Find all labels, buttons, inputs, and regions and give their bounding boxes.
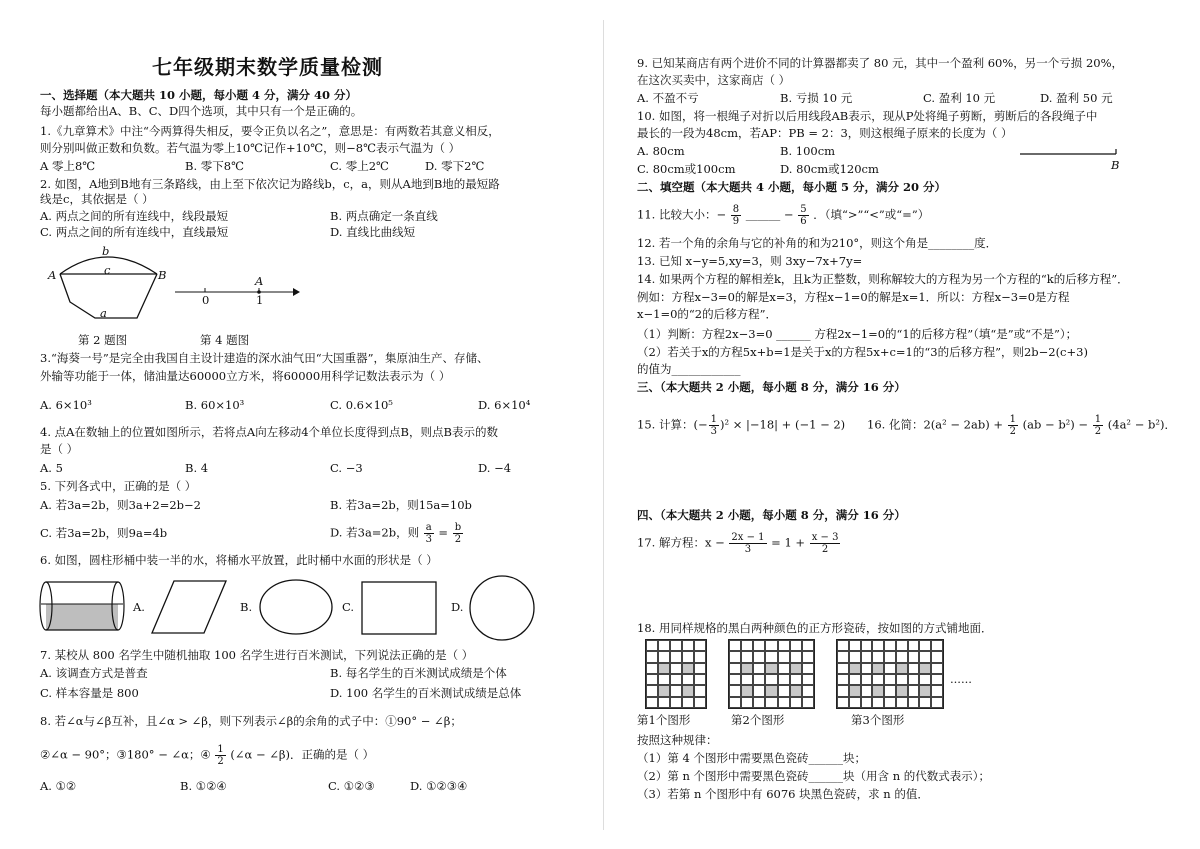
q18-part-2: （2）第 n 个图形中需要黑色瓷砖______块（用含 n 的代数式表示）； <box>637 769 990 783</box>
q9-option-a: A. 不盈不亏 <box>637 91 699 105</box>
tile <box>753 640 765 651</box>
tile <box>670 663 682 674</box>
q18-figure-1-caption: 第1个图形 <box>637 713 691 727</box>
q16 <box>867 414 1176 437</box>
tile <box>896 663 908 674</box>
q4-option-d: D. −4 <box>478 461 512 475</box>
q7-stem: 7. 某校从 800 名学生中随机抽取 100 名学生进行百米测试，下列说法正确的是（ ） <box>40 648 474 662</box>
tile <box>919 674 931 685</box>
tile <box>753 685 765 696</box>
q10-option-c: C. 80cm或100cm <box>637 162 736 176</box>
q9-option-b: B. 亏损 10 元 <box>780 91 853 105</box>
tile <box>765 685 777 696</box>
tile <box>741 640 753 651</box>
q2-option-d: D. 直线比曲线短 <box>330 225 416 239</box>
tile <box>872 640 884 651</box>
section-1-heading: 一、选择题（本大题共 10 小题，每小题 4 分，满分 40 分） <box>40 88 358 102</box>
tile <box>753 697 765 708</box>
q8-options-prefix: ②∠α − 90°；③180° − ∠α；④ <box>40 747 211 762</box>
tile <box>896 697 908 708</box>
tile <box>861 651 873 662</box>
tile <box>778 663 790 674</box>
tile <box>646 697 658 708</box>
q15-frac-den: 3 <box>710 426 717 437</box>
tile <box>682 651 694 662</box>
tile <box>765 651 777 662</box>
tile <box>837 651 849 662</box>
tile <box>670 697 682 708</box>
q16-fraction-2 <box>1093 414 1103 437</box>
tile <box>765 697 777 708</box>
q9-stem: 9. 已知某商店有两个进价不同的计算器都卖了 80 元，其中一个盈利 60%，另一个亏损 20%， <box>637 56 1123 70</box>
tile <box>908 674 920 685</box>
q2-option-a: A. 两点之间的所有连线中，线段最短 <box>40 209 229 223</box>
tile <box>872 685 884 696</box>
q10-option-d: D. 80cm或120cm <box>780 162 879 176</box>
tile <box>919 651 931 662</box>
tile <box>872 663 884 674</box>
tile <box>908 685 920 696</box>
tile <box>919 640 931 651</box>
q1-option-a: A 零上8℃ <box>40 159 96 173</box>
tile <box>896 651 908 662</box>
q11-prefix: 11. 比较大小：− <box>637 207 727 222</box>
q17-frac-den-2: 2 <box>821 544 829 555</box>
q14-example-2: x−1=0的“2的后移方程”． <box>637 307 777 321</box>
tile <box>861 674 873 685</box>
q16-fraction-1 <box>1008 414 1018 437</box>
q15: 15. 计算：(− $\frac{1}{3}$ )² × |−18| + (−1 − 2) <box>637 414 846 437</box>
tile <box>802 674 814 685</box>
q17-frac-num-1: 2x − 1 <box>731 532 765 543</box>
tile <box>884 640 896 651</box>
q17 <box>637 532 841 555</box>
tile <box>778 697 790 708</box>
q2-option-c: C. 两点之间的所有连线中，直线最短 <box>40 225 229 239</box>
q2-label-b: b <box>102 244 110 258</box>
q11 <box>637 204 929 227</box>
q4-stem: 4. 点A在数轴上的位置如图所示，若将点A向左移动4个单位长度得到点B，则点B表示的数 <box>40 425 498 439</box>
q5-fraction-b2 <box>453 522 463 545</box>
q15-frac-num: 1 <box>710 414 717 425</box>
q5-frac-den-1: 3 <box>425 534 432 545</box>
q1-option-c: C. 零上2℃ <box>330 159 389 173</box>
q2-label-a: a <box>100 306 107 320</box>
tile <box>658 651 670 662</box>
tile <box>646 674 658 685</box>
q6-option-d: D. <box>451 600 464 614</box>
q8-stem: 8. 若∠α与∠β互补，且∠α > ∠β，则下列表示∠β的余角的式子中：①90° − ∠β； <box>40 714 462 728</box>
q3-stem: 3.“海葵一号”是完全由我国自主设计建造的深水油气田“大国重器”，集原油生产、存储、 <box>40 351 489 365</box>
tile <box>765 674 777 685</box>
tile <box>741 651 753 662</box>
tile <box>682 663 694 674</box>
tile <box>884 697 896 708</box>
tile <box>849 674 861 685</box>
q17-frac-den-1: 3 <box>744 544 752 555</box>
q4-figure-caption: 第 4 题图 <box>200 333 250 347</box>
tile <box>931 674 943 685</box>
tile <box>694 697 706 708</box>
q6-option-c: C. <box>342 600 355 614</box>
q7-option-c: C. 样本容量是 800 <box>40 686 139 700</box>
q6-option-a: A. <box>133 600 145 614</box>
q11-frac-den-1: 9 <box>732 216 740 227</box>
tile <box>646 685 658 696</box>
q5-frac-num-2: b <box>454 522 462 533</box>
tile <box>765 663 777 674</box>
tile <box>861 663 873 674</box>
tile <box>729 663 741 674</box>
tile <box>753 674 765 685</box>
tile <box>778 640 790 651</box>
tile <box>790 674 802 685</box>
tile <box>849 651 861 662</box>
q17-prefix: 17. 解方程：x − <box>637 535 729 550</box>
q3-option-a: A. 6×10³ <box>40 398 92 412</box>
q16-prefix: 16. 化简：2(a² − 2ab) + <box>867 417 1007 432</box>
tile <box>908 697 920 708</box>
tile <box>837 663 849 674</box>
q8-option-b: B. ①②④ <box>180 779 227 793</box>
q18-figure-2-caption: 第2个图形 <box>731 713 785 727</box>
q11-fraction-2 <box>798 204 808 227</box>
q17-frac-num-2: x − 3 <box>811 532 839 543</box>
q18-stem: 18. 用同样规格的黑白两种颜色的正方形瓷砖，按如图的方式铺地面． <box>637 621 993 635</box>
tile <box>837 685 849 696</box>
tile <box>670 685 682 696</box>
q8-option-d: D. ①②③④ <box>410 779 468 793</box>
q10-option-b: B. 100cm <box>780 144 836 158</box>
q6-ellipse <box>258 578 334 636</box>
q5-option-b: B. 若3a=2b，则15a=10b <box>330 498 472 512</box>
tile <box>729 697 741 708</box>
q10-stem-2: 最长的一段为48cm，若AP：PB = 2：3，则这根绳子原来的长度为（ ） <box>637 126 1013 140</box>
q7-option-d: D. 100 名学生的百米测试成绩是总体 <box>330 686 522 700</box>
q16-middle: (ab − b²) − <box>1022 417 1092 432</box>
q16-suffix: (4a² − b²)． <box>1107 417 1176 432</box>
q2-point-a: A <box>48 268 57 282</box>
tile <box>670 674 682 685</box>
q6-circle <box>468 574 536 642</box>
tile <box>741 663 753 674</box>
tile <box>837 697 849 708</box>
tile <box>908 640 920 651</box>
tile <box>872 674 884 685</box>
tile <box>908 663 920 674</box>
tile <box>931 697 943 708</box>
tile <box>861 685 873 696</box>
q11-frac-num-2: 5 <box>800 204 807 215</box>
q11-frac-num-1: 8 <box>732 204 740 215</box>
tile <box>861 640 873 651</box>
tile <box>908 651 920 662</box>
q18-rule-intro: 按照这种规律： <box>637 733 718 747</box>
q1-stem-2: 则分别叫做正数和负数。若气温为零上10℃记作+10℃，则−8℃表示气温为（ ） <box>40 141 461 155</box>
q5-option-d: D. 若3a=2b，则 $\frac{a}{3}$ = $\frac{b}{2}$ <box>330 522 462 545</box>
tile <box>741 674 753 685</box>
q2-option-b: B. 两点确定一条直线 <box>330 209 438 223</box>
tile <box>682 674 694 685</box>
tile <box>670 640 682 651</box>
q7-option-b: B. 每名学生的百米测试成绩是个体 <box>330 666 507 680</box>
section-1-note: 每小题都给出A、B、C、D四个选项，其中只有一个是正确的。 <box>40 104 363 118</box>
tile <box>694 674 706 685</box>
q11-fraction-1 <box>731 204 741 227</box>
tile <box>884 663 896 674</box>
tile <box>694 663 706 674</box>
q3-option-d: D. 6×10⁴ <box>478 398 531 412</box>
tile <box>694 651 706 662</box>
q6-cylinder-figure <box>38 574 128 636</box>
tile <box>646 663 658 674</box>
tile <box>849 697 861 708</box>
q14-example: 例如：方程x−3=0的解是x=3，方程x−1=0的解是x=1．所以：方程x−3=0是方程 <box>637 290 1070 304</box>
tile <box>646 640 658 651</box>
q9-stem-2: 在这次买卖中，这家商店（ ） <box>637 73 791 87</box>
q16-frac-den-1: 2 <box>1009 426 1017 437</box>
tile <box>658 685 670 696</box>
tile <box>646 651 658 662</box>
tile <box>741 685 753 696</box>
tile <box>741 697 753 708</box>
q4-stem-2: 是（ ） <box>40 442 79 456</box>
tile <box>872 651 884 662</box>
tile <box>931 663 943 674</box>
tile <box>919 697 931 708</box>
q18-figure-2-tiles <box>728 639 815 709</box>
tile <box>682 685 694 696</box>
q13: 13. 已知 x−y=5,xy=3，则 3xy−7x+7y= <box>637 254 863 268</box>
tile <box>919 685 931 696</box>
q5-option-c: C. 若3a=2b，则9a=4b <box>40 526 168 540</box>
q2-figure-caption: 第 2 题图 <box>78 333 128 347</box>
q5-option-d-prefix: D. 若3a=2b，则 <box>330 525 420 540</box>
q10-point-b: B <box>1111 158 1120 172</box>
q2-label-c: c <box>104 263 111 277</box>
tile <box>802 685 814 696</box>
q16-frac-num-1: 1 <box>1009 414 1017 425</box>
tile <box>931 651 943 662</box>
q7-option-a: A. 该调查方式是普查 <box>40 666 148 680</box>
q5-frac-den-2: 2 <box>454 534 462 545</box>
q2-routes-figure <box>45 242 175 327</box>
q2-stem: 2. 如图，A地到B地有三条路线，由上至下依次记为路线b，c，a，则从A地到B地的最短路 <box>40 177 500 191</box>
q17-fraction-1 <box>729 532 766 555</box>
tile <box>790 663 802 674</box>
q4-number-line <box>175 278 300 308</box>
tile <box>896 674 908 685</box>
q2-stem-2: 线是c，其依据是（ ） <box>40 192 154 206</box>
q1-stem: 1.《九章算术》中注“今两算得失相反，要令正负以名之”，意思是：有两数若其意义相反， <box>40 124 500 138</box>
tile <box>729 651 741 662</box>
right-column <box>605 0 1200 849</box>
q8-options-suffix: (∠α − ∠β)．正确的是（ ） <box>230 747 375 762</box>
q10-segment-figure <box>1020 146 1120 162</box>
q18-figure-3-caption: 第3个图形 <box>851 713 905 727</box>
q18-part-1: （1）第 4 个图形中需要黑色瓷砖______块； <box>637 751 866 765</box>
tile <box>802 640 814 651</box>
tile <box>884 674 896 685</box>
tile <box>931 640 943 651</box>
q4-point-a: A <box>255 274 264 288</box>
q8-option-c: C. ①②③ <box>328 779 375 793</box>
tile <box>694 640 706 651</box>
q6-rectangle <box>360 580 440 636</box>
q14-part-2-answer: 的值为____________ <box>637 362 741 376</box>
tile <box>837 674 849 685</box>
q1-option-d: D. 零下2℃ <box>425 159 485 173</box>
tile <box>837 640 849 651</box>
tile <box>753 663 765 674</box>
q8-stem-2 <box>40 744 374 767</box>
q3-option-c: C. 0.6×10⁵ <box>330 398 393 412</box>
q18-figure-1-tiles <box>645 639 707 709</box>
q14-part-1: （1）判断：方程2x−3=0 ______ 方程2x−1=0的“1的后移方程”（填“是”或“不是”）； <box>637 327 1078 341</box>
section-4-heading: 四、（本大题共 2 小题，每小题 8 分，满分 16 分） <box>637 508 906 522</box>
q4-option-b: B. 4 <box>185 461 209 475</box>
q16-frac-num-2: 1 <box>1094 414 1102 425</box>
tile <box>790 640 802 651</box>
tile <box>849 685 861 696</box>
tile <box>790 651 802 662</box>
q11-suffix: ．（填“>”“<”或“=”） <box>813 207 930 222</box>
tile <box>931 685 943 696</box>
q4-tick-1: 1 <box>256 293 264 307</box>
section-2-heading: 二、填空题（本大题共 4 小题，每小题 5 分，满分 20 分） <box>637 180 947 194</box>
tile <box>861 697 873 708</box>
tile <box>896 640 908 651</box>
tile <box>790 685 802 696</box>
q3-stem-2: 外输等功能于一体，储油量达60000立方米，将60000用科学记数法表示为（ ） <box>40 369 451 383</box>
tile <box>802 663 814 674</box>
q1-option-b: B. 零下8℃ <box>185 159 244 173</box>
q8-option-a: A. ①② <box>40 779 77 793</box>
q2-point-b: B <box>158 268 167 282</box>
q17-fraction-2 <box>810 532 841 555</box>
q17-middle: = 1 + <box>771 535 809 550</box>
tile <box>849 640 861 651</box>
q16-frac-den-2: 2 <box>1094 426 1102 437</box>
q5-stem: 5. 下列各式中，正确的是（ ） <box>40 479 197 493</box>
tile <box>729 674 741 685</box>
q8-fraction-half <box>215 744 225 767</box>
q8-frac-den: 2 <box>217 756 224 767</box>
tile <box>778 674 790 685</box>
q8-frac-num: 1 <box>217 744 224 755</box>
tile <box>778 685 790 696</box>
q5-option-a: A. 若3a=2b，则3a+2=2b−2 <box>40 498 201 512</box>
q10-stem: 10. 如图，将一根绳子对折以后用线段AB表示，现从P处将绳子剪断，剪断后的各段绳子中 <box>637 109 1098 123</box>
q18-ellipsis: ...... <box>950 672 972 686</box>
q14-stem: 14. 如果两个方程的解相差k，且k为正整数，则称解较大的方程为另一个方程的“k的后移方程”． <box>637 272 1129 286</box>
tile <box>896 685 908 696</box>
tile <box>802 697 814 708</box>
tile <box>849 663 861 674</box>
tile <box>658 697 670 708</box>
q6-stem: 6. 如图，圆柱形桶中装一半的水，将桶水平放置，此时桶中水面的形状是（ ） <box>40 553 438 567</box>
q6-option-b: B. <box>240 600 253 614</box>
tile <box>682 697 694 708</box>
q9-option-c: C. 盈利 10 元 <box>923 91 996 105</box>
tile <box>802 651 814 662</box>
tile <box>884 685 896 696</box>
tile <box>919 663 931 674</box>
q15-suffix: ² × |−18| + (−1 − 2) <box>724 417 846 432</box>
exam-title: 七年级期末数学质量检测 <box>152 55 383 79</box>
tile <box>884 651 896 662</box>
q18-part-3: （3）若第 n 个图形中有 6076 块黑色瓷砖，求 n 的值． <box>637 787 929 801</box>
tile <box>753 651 765 662</box>
tile <box>658 674 670 685</box>
q15-fraction <box>709 414 719 437</box>
tile <box>658 640 670 651</box>
tile <box>694 685 706 696</box>
tile <box>778 651 790 662</box>
q12: 12. 若一个角的余角与它的补角的和为210°，则这个角是________度． <box>637 236 998 250</box>
q6-parallelogram <box>150 577 230 637</box>
section-3-heading: 三、（本大题共 2 小题，每小题 8 分，满分 16 分） <box>637 380 906 394</box>
tile <box>872 697 884 708</box>
q11-blank: ______ − <box>745 207 794 222</box>
tile <box>790 697 802 708</box>
q3-option-b: B. 60×10³ <box>185 398 245 412</box>
tile <box>658 663 670 674</box>
q4-option-a: A. 5 <box>40 461 63 475</box>
q4-option-c: C. −3 <box>330 461 363 475</box>
q4-tick-0: 0 <box>202 293 210 307</box>
tile <box>729 685 741 696</box>
tile <box>765 640 777 651</box>
tile <box>682 640 694 651</box>
q9-option-d: D. 盈利 50 元 <box>1040 91 1113 105</box>
q5-frac-num-1: a <box>425 522 432 533</box>
q11-frac-den-2: 6 <box>800 216 807 227</box>
tile <box>670 651 682 662</box>
tile <box>729 640 741 651</box>
q5-fraction-a3 <box>424 522 434 545</box>
q10-option-a: A. 80cm <box>637 144 685 158</box>
q15-prefix: 15. 计算： <box>637 417 694 432</box>
q14-part-2: （2）若关于x的方程5x+b=1是关于x的方程5x+c=1的“3的后移方程”，则2b−2(c+3) <box>637 345 1088 359</box>
q18-figure-3-tiles <box>836 639 944 709</box>
